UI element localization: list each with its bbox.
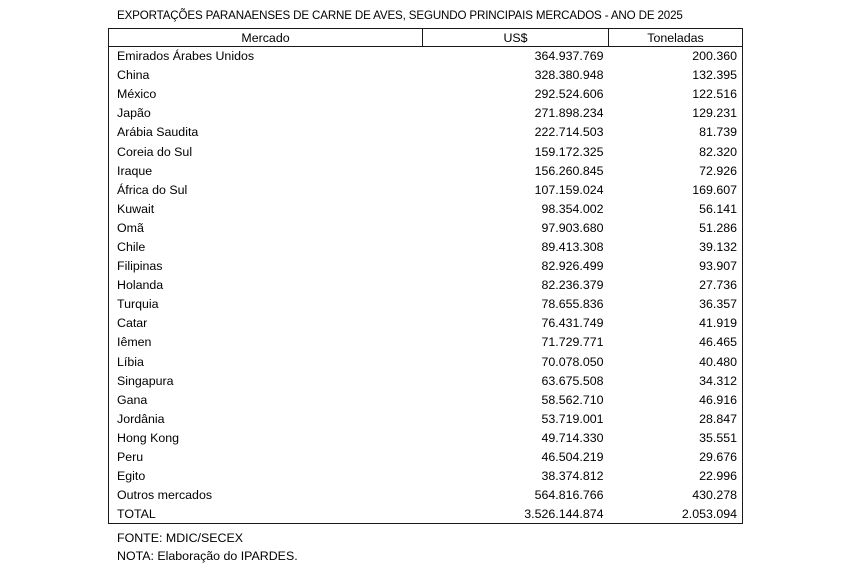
table-row xyxy=(109,295,743,314)
usd-cell: 58.562.710 xyxy=(541,392,604,407)
table-row xyxy=(109,85,743,104)
usd-cell: 49.714.330 xyxy=(541,430,604,445)
table-row xyxy=(109,390,743,409)
market-cell: Singapura xyxy=(117,373,174,388)
exports-table xyxy=(108,28,743,524)
market-cell: Emirados Árabes Unidos xyxy=(117,49,255,64)
market-cell: Líbia xyxy=(117,354,144,369)
table-row xyxy=(109,371,743,390)
market-cell: Turquia xyxy=(117,297,159,312)
market-cell: Chile xyxy=(117,239,146,254)
total-usd-cell: 3.526.144.874 xyxy=(524,507,604,522)
tons-cell: 200.360 xyxy=(692,49,737,64)
col-header-usd: US$ xyxy=(423,29,609,47)
table-row xyxy=(109,66,743,85)
tons-cell: 82.320 xyxy=(699,144,737,159)
table-row xyxy=(109,486,743,505)
market-cell: Kuwait xyxy=(117,201,155,216)
table-row xyxy=(109,142,743,161)
usd-cell: 222.714.503 xyxy=(534,125,604,140)
table-row xyxy=(109,104,743,123)
market-cell: Omã xyxy=(117,220,144,235)
tons-cell: 46.916 xyxy=(699,392,737,407)
table-row xyxy=(109,276,743,295)
usd-cell: 70.078.050 xyxy=(541,354,604,369)
usd-cell: 107.159.024 xyxy=(534,182,604,197)
tons-cell: 46.465 xyxy=(699,335,737,350)
market-cell: Catar xyxy=(117,316,148,331)
usd-cell: 76.431.749 xyxy=(541,316,604,331)
table-row xyxy=(109,161,743,180)
usd-cell: 89.413.308 xyxy=(541,239,604,254)
market-cell: Arábia Saudita xyxy=(117,125,199,140)
usd-cell: 271.898.234 xyxy=(534,106,604,121)
usd-cell: 328.380.948 xyxy=(534,68,604,83)
market-cell: Egito xyxy=(117,469,146,484)
table-row xyxy=(109,447,743,466)
usd-cell: 71.729.771 xyxy=(541,335,604,350)
elaboration-note: NOTA: Elaboração do IPARDES. xyxy=(117,549,298,563)
tons-cell: 40.480 xyxy=(699,354,737,369)
usd-cell: 46.504.219 xyxy=(541,450,604,465)
market-cell: Peru xyxy=(117,450,144,465)
total-row xyxy=(109,505,743,524)
market-cell: Iraque xyxy=(117,163,153,178)
market-cell: México xyxy=(117,87,157,102)
market-cell: Japão xyxy=(117,106,151,121)
market-cell: Coreia do Sul xyxy=(117,144,193,159)
tons-cell: 22.996 xyxy=(699,469,737,484)
market-cell: Jordânia xyxy=(117,411,165,426)
source-note: FONTE: MDIC/SECEX xyxy=(117,531,243,545)
table-row xyxy=(109,257,743,276)
table-row xyxy=(109,180,743,199)
market-cell: Iêmen xyxy=(117,335,152,350)
tons-cell: 81.739 xyxy=(699,125,737,140)
table-row xyxy=(109,123,743,142)
tons-cell: 34.312 xyxy=(699,373,737,388)
market-cell: Outros mercados xyxy=(117,488,213,503)
table-row xyxy=(109,428,743,447)
tons-cell: 36.357 xyxy=(699,297,737,312)
tons-cell: 93.907 xyxy=(699,259,737,274)
tons-cell: 29.676 xyxy=(699,450,737,465)
usd-cell: 98.354.002 xyxy=(541,201,604,216)
table-row xyxy=(109,237,743,256)
market-cell: Holanda xyxy=(117,278,164,293)
tons-cell: 132.395 xyxy=(692,68,737,83)
table-row xyxy=(109,199,743,218)
table-row xyxy=(109,314,743,333)
tons-cell: 56.141 xyxy=(699,201,737,216)
tons-cell: 122.516 xyxy=(692,87,737,102)
tons-cell: 72.926 xyxy=(699,163,737,178)
tons-cell: 169.607 xyxy=(692,182,737,197)
market-cell: Hong Kong xyxy=(117,430,180,445)
usd-cell: 78.655.836 xyxy=(541,297,604,312)
tons-cell: 41.919 xyxy=(699,316,737,331)
usd-cell: 564.816.766 xyxy=(534,488,604,503)
usd-cell: 53.719.001 xyxy=(541,411,604,426)
table-body xyxy=(109,47,743,505)
total-tons-cell: 2.053.094 xyxy=(681,507,737,522)
usd-cell: 82.926.499 xyxy=(541,259,604,274)
tons-cell: 430.278 xyxy=(692,488,737,503)
market-cell: Gana xyxy=(117,392,148,407)
table-row xyxy=(109,467,743,486)
table-row xyxy=(109,333,743,352)
total-label: TOTAL xyxy=(117,507,156,522)
tons-cell: 129.231 xyxy=(692,106,737,121)
table-title: EXPORTAÇÕES PARANAENSES DE CARNE DE AVES, SEGUNDO PRINCIPAIS MERCADOS - ANO DE 2025 xyxy=(117,9,683,22)
usd-cell: 156.260.845 xyxy=(534,163,604,178)
table-row xyxy=(109,352,743,371)
usd-cell: 63.675.508 xyxy=(541,373,604,388)
table-row xyxy=(109,218,743,237)
usd-cell: 292.524.606 xyxy=(534,87,604,102)
market-cell: África do Sul xyxy=(117,182,188,197)
usd-cell: 97.903.680 xyxy=(541,220,604,235)
tons-cell: 28.847 xyxy=(699,411,737,426)
usd-cell: 82.236.379 xyxy=(541,278,604,293)
market-cell: Filipinas xyxy=(117,259,163,274)
usd-cell: 159.172.325 xyxy=(534,144,604,159)
tons-cell: 51.286 xyxy=(699,220,737,235)
tons-cell: 35.551 xyxy=(699,430,737,445)
table-row xyxy=(109,47,743,66)
table-row xyxy=(109,409,743,428)
col-header-mercado: Mercado xyxy=(109,29,423,47)
tons-cell: 27.736 xyxy=(699,278,737,293)
market-cell: China xyxy=(117,68,150,83)
tons-cell: 39.132 xyxy=(699,239,737,254)
col-header-toneladas: Toneladas xyxy=(609,29,743,47)
usd-cell: 364.937.769 xyxy=(534,49,604,64)
header-row xyxy=(109,29,743,47)
usd-cell: 38.374.812 xyxy=(541,469,604,484)
